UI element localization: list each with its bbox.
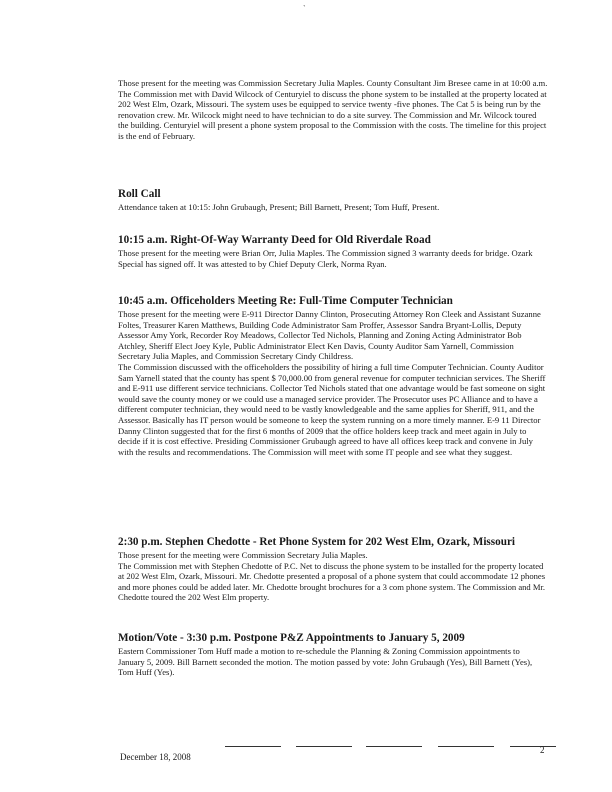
motion-heading: Motion/Vote - 3:30 p.m. Postpone P&Z Appointments to January 5, 2009 — [118, 632, 465, 644]
row-deed-heading: 10:15 a.m. Right-Of-Way Warranty Deed for Old Riverdale Road — [118, 234, 431, 246]
signature-line — [296, 746, 352, 747]
roll-call-text: Attendance taken at 10:15: John Grubaugh, Present; Bill Barnett, Present; Tom Huff, Present. — [118, 202, 440, 212]
officeholders-heading: 10:45 a.m. Officeholders Meeting Re: Full-Time Computer Technician — [118, 295, 453, 307]
officeholders-section — [118, 295, 548, 457]
row-deed-section — [118, 234, 548, 269]
roll-call-heading: Roll Call — [118, 188, 161, 200]
intro-section — [118, 78, 548, 142]
row-deed-text: Those present for the meeting were Brian Orr, Julia Maples. The Commission signed 3 warranty deeds for bridge. Ozark Special has signed off. It was attested to by Chief Deputy Clerk, Norma Ryan. — [118, 248, 533, 269]
intro-phone-system: The Commission met with David Wilcock of Centuryiel to discuss the phone system to be installed at the property located at 202 West Elm, Ozark, Missouri. The system uses be equipped to service twenty -five phones. The Cat 5 is being run by the renovation crew. Mr. Wilcock might need to have technician to do a site survey. The Commission and Mr. Wilcock toured the building. Centuryiel will present a phone system proposal to the Commission with the costs. The timeline for this project is the end of February. — [118, 88, 547, 141]
roll-call-section — [118, 188, 548, 213]
signature-line — [438, 746, 494, 747]
top-mark: ` — [303, 4, 306, 13]
signature-line — [225, 746, 281, 747]
chedotte-section — [118, 536, 548, 603]
motion-text: Eastern Commissioner Tom Huff made a motion to re-schedule the Planning & Zoning Commission appointments to January 5, 2009. Bill Barnett seconded the motion. The motion passed by vote: John Grubaugh (Yes), Bill Barnett (Yes), Tom Huff (Yes). — [118, 646, 533, 678]
signature-line — [510, 746, 556, 747]
chedotte-discussion: The Commission met with Stephen Chedotte of P.C. Net to discuss the phone system to be installed for the property located at 202 West Elm, Ozark, Missouri. Mr. Chedotte presented a proposal of a phone system that could accommodate 12 phones and more phones could be added later. Mr. Chedotte brought brochures for a 3 com phone system. The Commission and Mr. Chedotte toured the 202 West Elm property. — [118, 560, 546, 603]
chedotte-heading: 2:30 p.m. Stephen Chedotte - Ret Phone System for 202 West Elm, Ozark, Missouri — [118, 536, 516, 548]
officeholders-discussion: The Commission discussed with the officeholders the possibility of hiring a full time Computer Technician. County Auditor Sam Yarnell stated that the county has spent $ 70,000.00 from general revenue for computer technician services. The Sheriff and E-911 use different service technicians. Collector Ted Nichols stated that one advantage would be fast someone on sight would save the county money or we could use a managed service provider. The Prosecutor uses PC Alliance and to have a different computer technician, they would need to be vastly knowledgeable and the same applies for Sheriff, 911, and the Assessor. Basically has IT person would be someone to keep the system running on a more timely manner. E-9 11 Director Danny Clinton suggested that for the first 6 months of 2009 that the office holders keep track and meet again in July to decide if it is cost effective. Presiding Commissioner Grubaugh agreed to have all offices keep track and convene in July with the results and recommendations. The Commission will meet with some IT people and see what they suggest. — [118, 361, 546, 457]
officeholders-attendance: Those present for the meeting were E-911 Director Danny Clinton, Prosecuting Attorney Ron Cleek and Assistant Suzanne Foltes, Treasurer Karen Matthews, Building Code Administrator Sam Proffer, Assessor Sandra Bryant-Lollis, Deputy Assessor Amy York, Recorder Roy Meadows, Collector Ted Nichols, Planning and Zoning Acting Administrator Bob Atchley, Sheriff Elect Joey Kyle, Public Administrator Elect Ken Davis, County Auditor Sam Yarnell, Commission Secretary Julia Maples, and Commission Secretary Cindy Childress. — [118, 309, 541, 362]
footer-date: December 18, 2008 — [120, 752, 191, 762]
intro-attendance: Those present for the meeting was Commission Secretary Julia Maples. County Consultant Jim Bresee came in at 10:00 a.m. — [118, 78, 548, 88]
chedotte-attendance: Those present for the meeting were Commission Secretary Julia Maples. — [118, 550, 368, 560]
motion-section — [118, 632, 548, 678]
signature-line — [366, 746, 422, 747]
page-number: 2 — [540, 745, 545, 755]
